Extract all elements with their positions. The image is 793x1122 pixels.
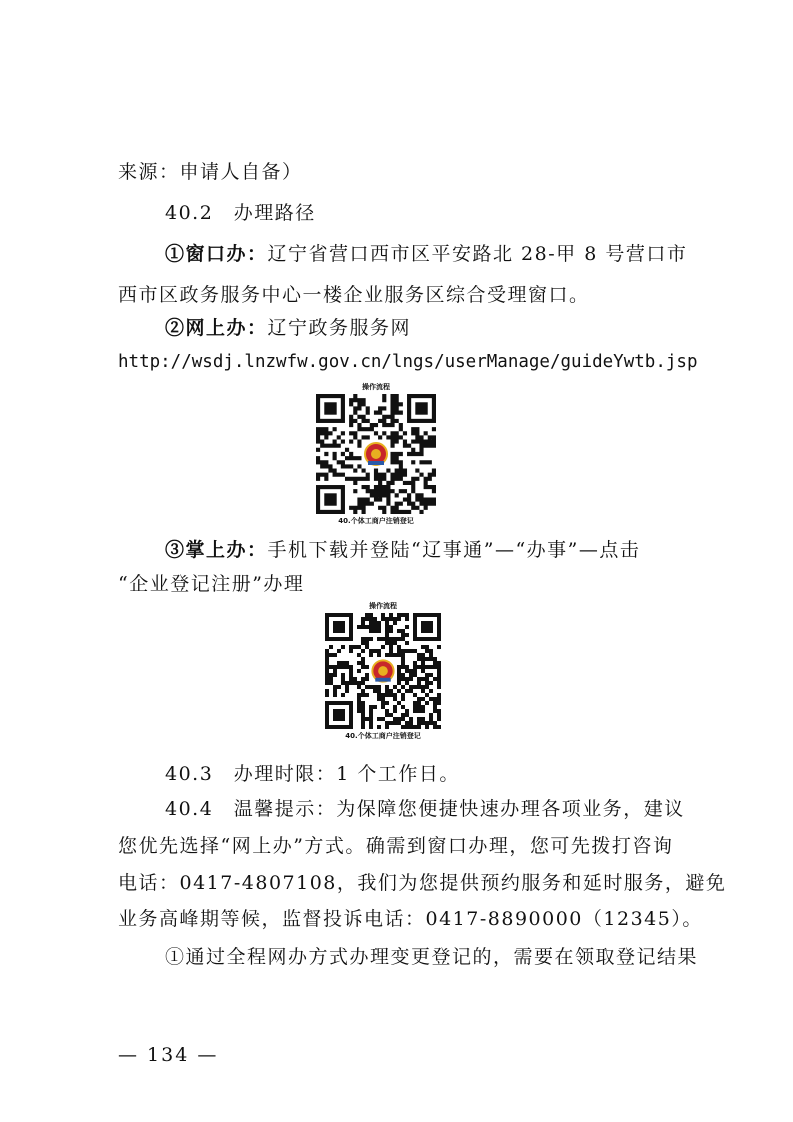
url-link[interactable]: http://wsdj.lnzwfw.gov.cn/lngs/userManage/guideYwtb.jsp [118, 352, 698, 372]
qr-finder-pattern [413, 613, 441, 641]
qr-code-block-1 [306, 382, 446, 526]
emblem-icon [369, 657, 397, 685]
mobile-instructions: 手机下载并登陆“辽事通”—“办事”—点击 [267, 539, 641, 561]
qr-finder-pattern [407, 394, 436, 423]
text-line [165, 242, 687, 266]
label-window: ①窗口办： [165, 243, 268, 265]
text-line: 40.4 温馨提示：为保障您便捷快速办理各项业务，建议 [165, 798, 685, 820]
qr-code-image [325, 613, 441, 729]
label-online: ②网上办： [165, 317, 268, 339]
text-line: ①通过全程网办方式办理变更登记的，需要在领取登记结果 [165, 946, 699, 968]
qr-finder-pattern [316, 485, 345, 514]
page-number: — 134 — [118, 1044, 219, 1066]
online-service-name: 辽宁政务服务网 [267, 317, 412, 339]
section-heading: 40.2 办理路径 [165, 202, 316, 224]
qr-caption-bottom: 40.个体工商户注销登记 [338, 517, 414, 525]
emblem-icon [362, 440, 391, 469]
text-line: 西市区政务服务中心一楼企业服务区综合受理窗口。 [118, 284, 590, 306]
qr-finder-pattern [325, 613, 353, 641]
qr-code-block-2 [313, 601, 453, 741]
text-line: 来源：申请人自备） [118, 161, 303, 183]
qr-caption-top: 操作流程 [362, 383, 390, 391]
text-line: 电话：0417-4807108，我们为您提供预约服务和延时服务，避免 [118, 872, 727, 894]
qr-finder-pattern [316, 394, 345, 423]
qr-finder-pattern [325, 701, 353, 729]
text-line: 您优先选择“网上办”方式。确需到窗口办理，您可先拨打咨询 [118, 835, 674, 857]
text-line: 业务高峰期等候，监督投诉电话：0417-8890000（12345）。 [118, 908, 703, 930]
qr-code-image [316, 394, 436, 514]
qr-caption-bottom: 40.个体工商户注销登记 [345, 732, 421, 740]
text-line: “企业登记注册”办理 [118, 573, 305, 595]
section-heading: 40.3 办理时限：1 个工作日。 [165, 763, 460, 785]
qr-caption-top: 操作流程 [369, 602, 397, 610]
label-mobile: ③掌上办： [165, 539, 268, 561]
address-text: 辽宁省营口西市区平安路北 28-甲 8 号营口市 [267, 243, 688, 265]
text-line [165, 538, 640, 562]
text-line [165, 316, 411, 340]
